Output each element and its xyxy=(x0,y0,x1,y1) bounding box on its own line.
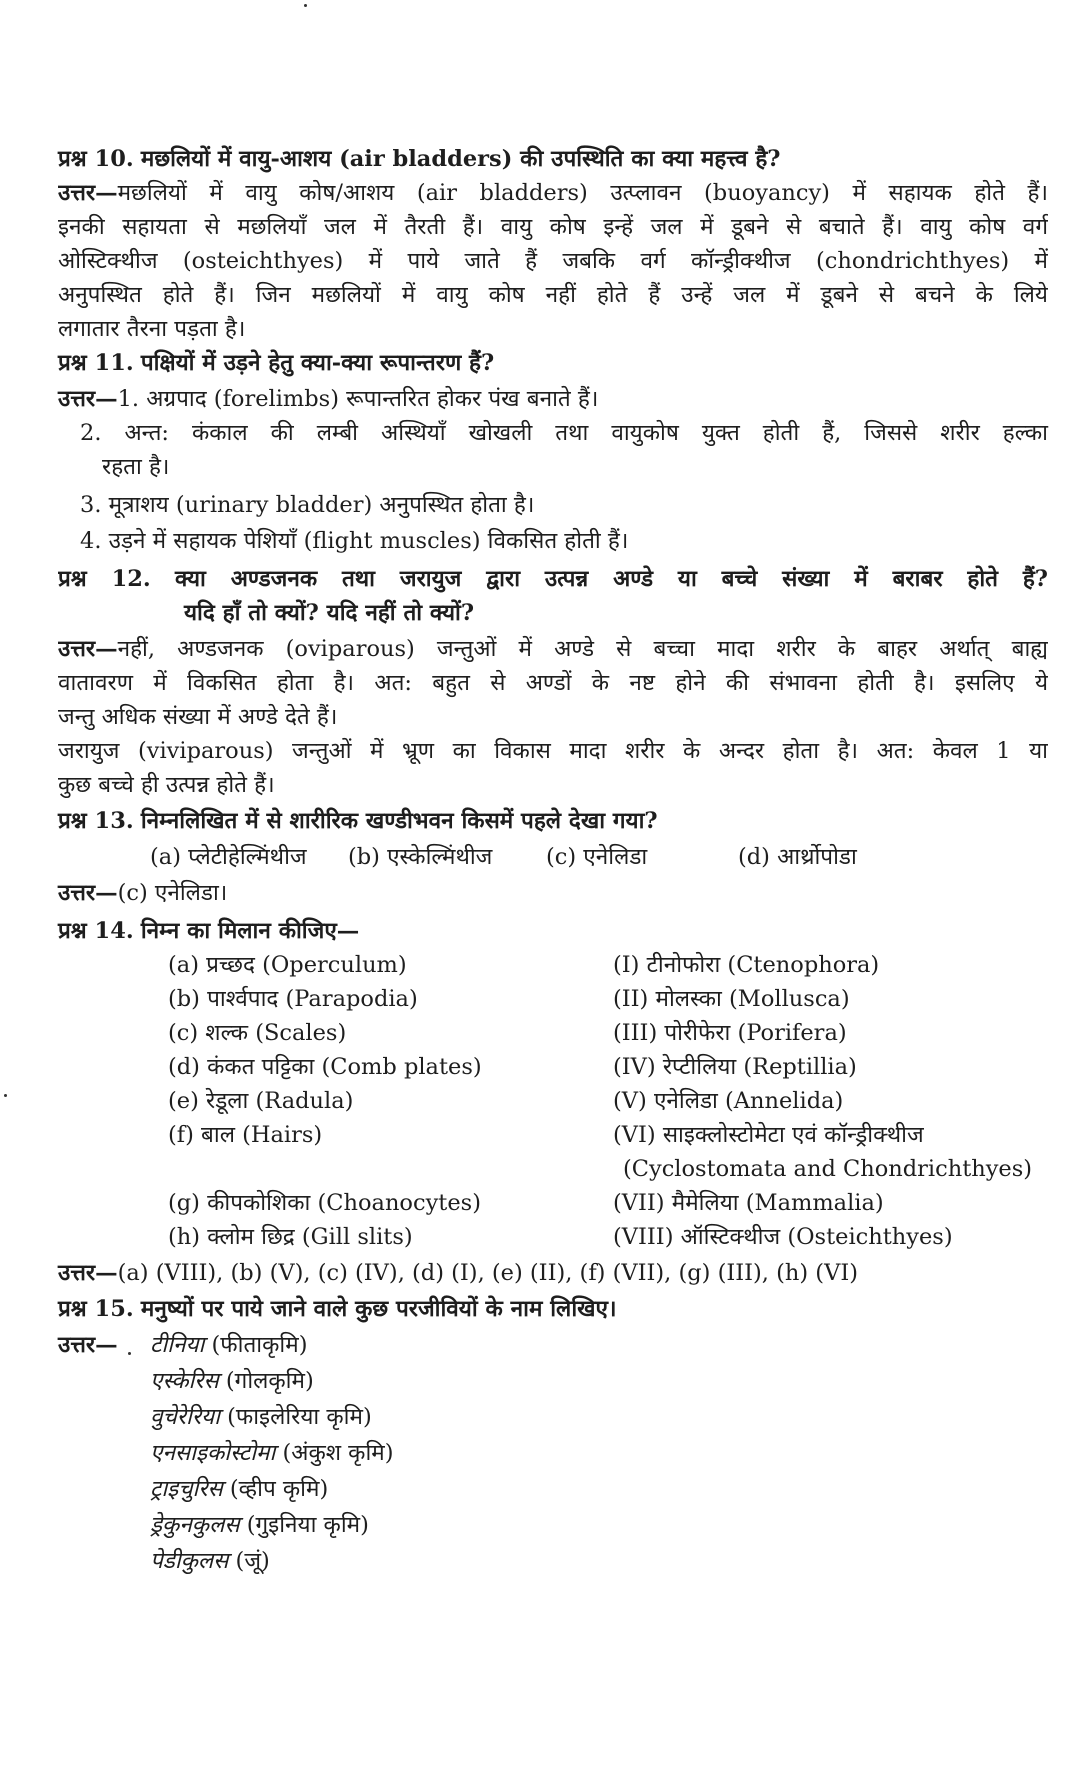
match-left-f: (f) बाल (Hairs) xyxy=(168,1122,323,1148)
parasite-name: वुचेरेरिया xyxy=(150,1404,220,1430)
question-label: प्रश्न 14. xyxy=(58,918,134,944)
answer-text: नहीं, अण्डजनक (oviparous) जन्तुओं में अण्डे से बच्चा मादा शरीर के बाहर अर्थात् बाह्य xyxy=(117,636,1048,662)
parasite-common-name: (गुइनिया कृमि) xyxy=(246,1512,369,1538)
match-left-h: (h) क्लोम छिद्र (Gill slits) xyxy=(168,1224,413,1250)
answer-14 xyxy=(58,1256,858,1292)
question-14 xyxy=(58,914,359,950)
scan-speck xyxy=(4,1094,7,1097)
match-left-b: (b) पार्श्वपाद (Parapodia) xyxy=(168,986,418,1012)
match-right-3: (III) पोरीफेरा (Porifera) xyxy=(613,1020,847,1046)
parasite-name: एस्केरिस xyxy=(150,1368,219,1394)
question-label: प्रश्न 13. xyxy=(58,808,134,834)
option-a: (a) प्लेटीहेल्मिंथीज xyxy=(150,844,307,870)
question-text: पक्षियों में उड़ने हेतु क्या-क्या रूपान्तरण हैं? xyxy=(140,350,495,376)
parasite-name: ट्राइचुरिस xyxy=(150,1476,223,1502)
parasite-name: पेडीकुलस xyxy=(150,1548,229,1574)
scan-speck xyxy=(128,1352,131,1355)
question-10 xyxy=(58,142,780,178)
question-15 xyxy=(58,1292,617,1328)
answer-11-point-2-cont: रहता है। xyxy=(102,454,170,480)
answer-label: उत्तर— xyxy=(58,180,118,206)
answer-text: (c) एनेलिडा। xyxy=(117,880,228,906)
option-d: (d) आर्थ्रोपोडा xyxy=(738,844,857,870)
answer-text: (a) (VIII), (b) (V), (c) (IV), (d) (I), (e) (II), (f) (VII), (g) (III), (h) (VI) xyxy=(117,1260,858,1286)
option-b: (b) एस्केल्मिंथीज xyxy=(348,844,493,870)
match-right-4: (IV) रेप्टीलिया (Reptillia) xyxy=(613,1054,857,1080)
answer-13 xyxy=(58,876,227,912)
answer-text: 1. अग्रपाद (forelimbs) रूपान्तरित होकर पंख बनाते हैं। xyxy=(117,386,599,412)
answer-11-point-3: 3. मूत्राशय (urinary bladder) अनुपस्थित होता है। xyxy=(80,492,535,518)
question-text: मनुष्यों पर पाये जाने वाले कुछ परजीवियों के नाम लिखिए। xyxy=(140,1296,617,1322)
answer-10-line-4: अनुपस्थित होते हैं। जिन मछलियों में वायु कोष नहीं होते हैं उन्हें जल में डूबने से बचने के लिये xyxy=(58,282,1048,308)
scan-speck xyxy=(304,4,307,7)
question-label: प्रश्न 11. xyxy=(58,350,134,376)
parasite-item xyxy=(150,1436,394,1472)
match-left-d: (d) कंकत पट्टिका (Comb plates) xyxy=(168,1054,482,1080)
match-left-g: (g) कीपकोशिका (Choanocytes) xyxy=(168,1190,481,1216)
parasite-name: टीनिया xyxy=(150,1332,205,1358)
answer-12-line-5: कुछ बच्चे ही उत्पन्न होते हैं। xyxy=(58,772,275,798)
question-text: निम्नलिखित में से शारीरिक खण्डीभवन किसमें पहले देखा गया? xyxy=(140,808,658,834)
parasite-item xyxy=(150,1364,314,1400)
answer-12-line-2: वातावरण में विकसित होता है। अत: बहुत से अण्डों के नष्ट होने की संभावना होती है। इसलिए ये xyxy=(58,670,1048,696)
question-text-cont: यदि हाँ तो क्यों? यदि नहीं तो क्यों? xyxy=(184,600,475,626)
question-13 xyxy=(58,804,658,840)
question-text: क्या अण्डजनक तथा जरायुज द्वारा उत्पन्न अण्डे या बच्चे संख्या में बराबर होते हैं? xyxy=(174,566,1048,592)
question-label: प्रश्न 12. xyxy=(58,566,151,592)
question-text: निम्न का मिलान कीजिए— xyxy=(140,918,360,944)
parasite-common-name: (जूं) xyxy=(235,1548,270,1574)
answer-label: उत्तर— xyxy=(58,386,118,412)
answer-10-line-2: इनकी सहायता से मछलियाँ जल में तैरती हैं। वायु कोष इन्हें जल में डूबने से बचाते हैं। वायु कोष वर्ग xyxy=(58,214,1048,240)
parasite-common-name: (गोलकृमि) xyxy=(225,1368,314,1394)
parasite-common-name: (फीताकृमि) xyxy=(211,1332,308,1358)
parasite-item xyxy=(150,1400,372,1436)
match-right-8: (VIII) ऑस्टिक्थीज (Osteichthyes) xyxy=(613,1224,953,1250)
match-right-6-cont: (Cyclostomata and Chondrichthyes) xyxy=(623,1156,1033,1182)
match-right-7: (VII) मैमेलिया (Mammalia) xyxy=(613,1190,884,1216)
match-left-e: (e) रेडूला (Radula) xyxy=(168,1088,354,1114)
question-12-cont xyxy=(184,596,474,632)
match-right-1: (I) टीनोफोरा (Ctenophora) xyxy=(613,952,880,978)
match-right-6: (VI) साइक्लोस्टोमेटा एवं कॉन्ड्रीक्थीज xyxy=(613,1122,924,1148)
parasite-name: एनसाइकोस्टोमा xyxy=(150,1440,276,1466)
parasite-item xyxy=(150,1472,328,1508)
parasite-common-name: (फाइलेरिया कृमि) xyxy=(227,1404,372,1430)
parasite-item xyxy=(150,1328,307,1364)
match-right-2: (II) मोलस्का (Mollusca) xyxy=(613,986,850,1012)
question-label: प्रश्न 15. xyxy=(58,1296,134,1322)
answer-label: उत्तर— xyxy=(58,880,118,906)
match-left-c: (c) शल्क (Scales) xyxy=(168,1020,347,1046)
answer-10-line-3: ओस्टिक्थीज (osteichthyes) में पाये जाते हैं जबकि वर्ग कॉन्ड्रीक्थीज (chondrichthyes) में xyxy=(58,248,1048,274)
parasite-common-name: (अंकुश कृमि) xyxy=(282,1440,394,1466)
question-11 xyxy=(58,346,494,382)
match-right-5: (V) एनेलिडा (Annelida) xyxy=(613,1088,844,1114)
parasite-item xyxy=(150,1508,369,1544)
answer-label: उत्तर— xyxy=(58,1260,118,1286)
answer-label: उत्तर— xyxy=(58,636,118,662)
parasite-common-name: (व्हीप कृमि) xyxy=(229,1476,329,1502)
answer-11-point-1 xyxy=(58,382,598,418)
answer-10-line-1 xyxy=(58,176,1048,212)
question-12 xyxy=(58,562,1048,598)
answer-12-line-1 xyxy=(58,632,1048,668)
question-13-options xyxy=(58,840,1048,876)
answer-label: उत्तर— xyxy=(58,1332,118,1358)
answer-11-point-2: 2. अन्त: कंकाल की लम्बी अस्थियाँ खोखली तथा वायुकोष युक्त होती हैं, जिससे शरीर हल्का xyxy=(80,420,1048,446)
answer-text: मछलियों में वायु कोष/आशय (air bladders) उत्प्लावन (buoyancy) में सहायक होते हैं। xyxy=(117,180,1048,206)
parasite-name: ड्रेकुनकुलस xyxy=(150,1512,240,1538)
answer-15-label xyxy=(58,1328,118,1364)
question-text: मछलियों में वायु-आशय (air bladders) की उपस्थिति का क्या महत्त्व है? xyxy=(140,146,781,172)
answer-12-line-4: जरायुज (viviparous) जन्तुओं में भ्रूण का विकास मादा शरीर के अन्दर होता है। अत: केवल 1 या xyxy=(58,738,1048,764)
parasite-item xyxy=(150,1544,270,1580)
answer-12-line-3: जन्तु अधिक संख्या में अण्डे देते हैं। xyxy=(58,704,338,730)
answer-10-line-5: लगातार तैरना पड़ता है। xyxy=(58,316,246,342)
answer-11-point-4: 4. उड़ने में सहायक पेशियाँ (flight muscles) विकसित होती हैं। xyxy=(80,528,629,554)
match-left-a: (a) प्रच्छद (Operculum) xyxy=(168,952,407,978)
question-label: प्रश्न 10. xyxy=(58,146,134,172)
option-c: (c) एनेलिडा xyxy=(546,844,648,870)
